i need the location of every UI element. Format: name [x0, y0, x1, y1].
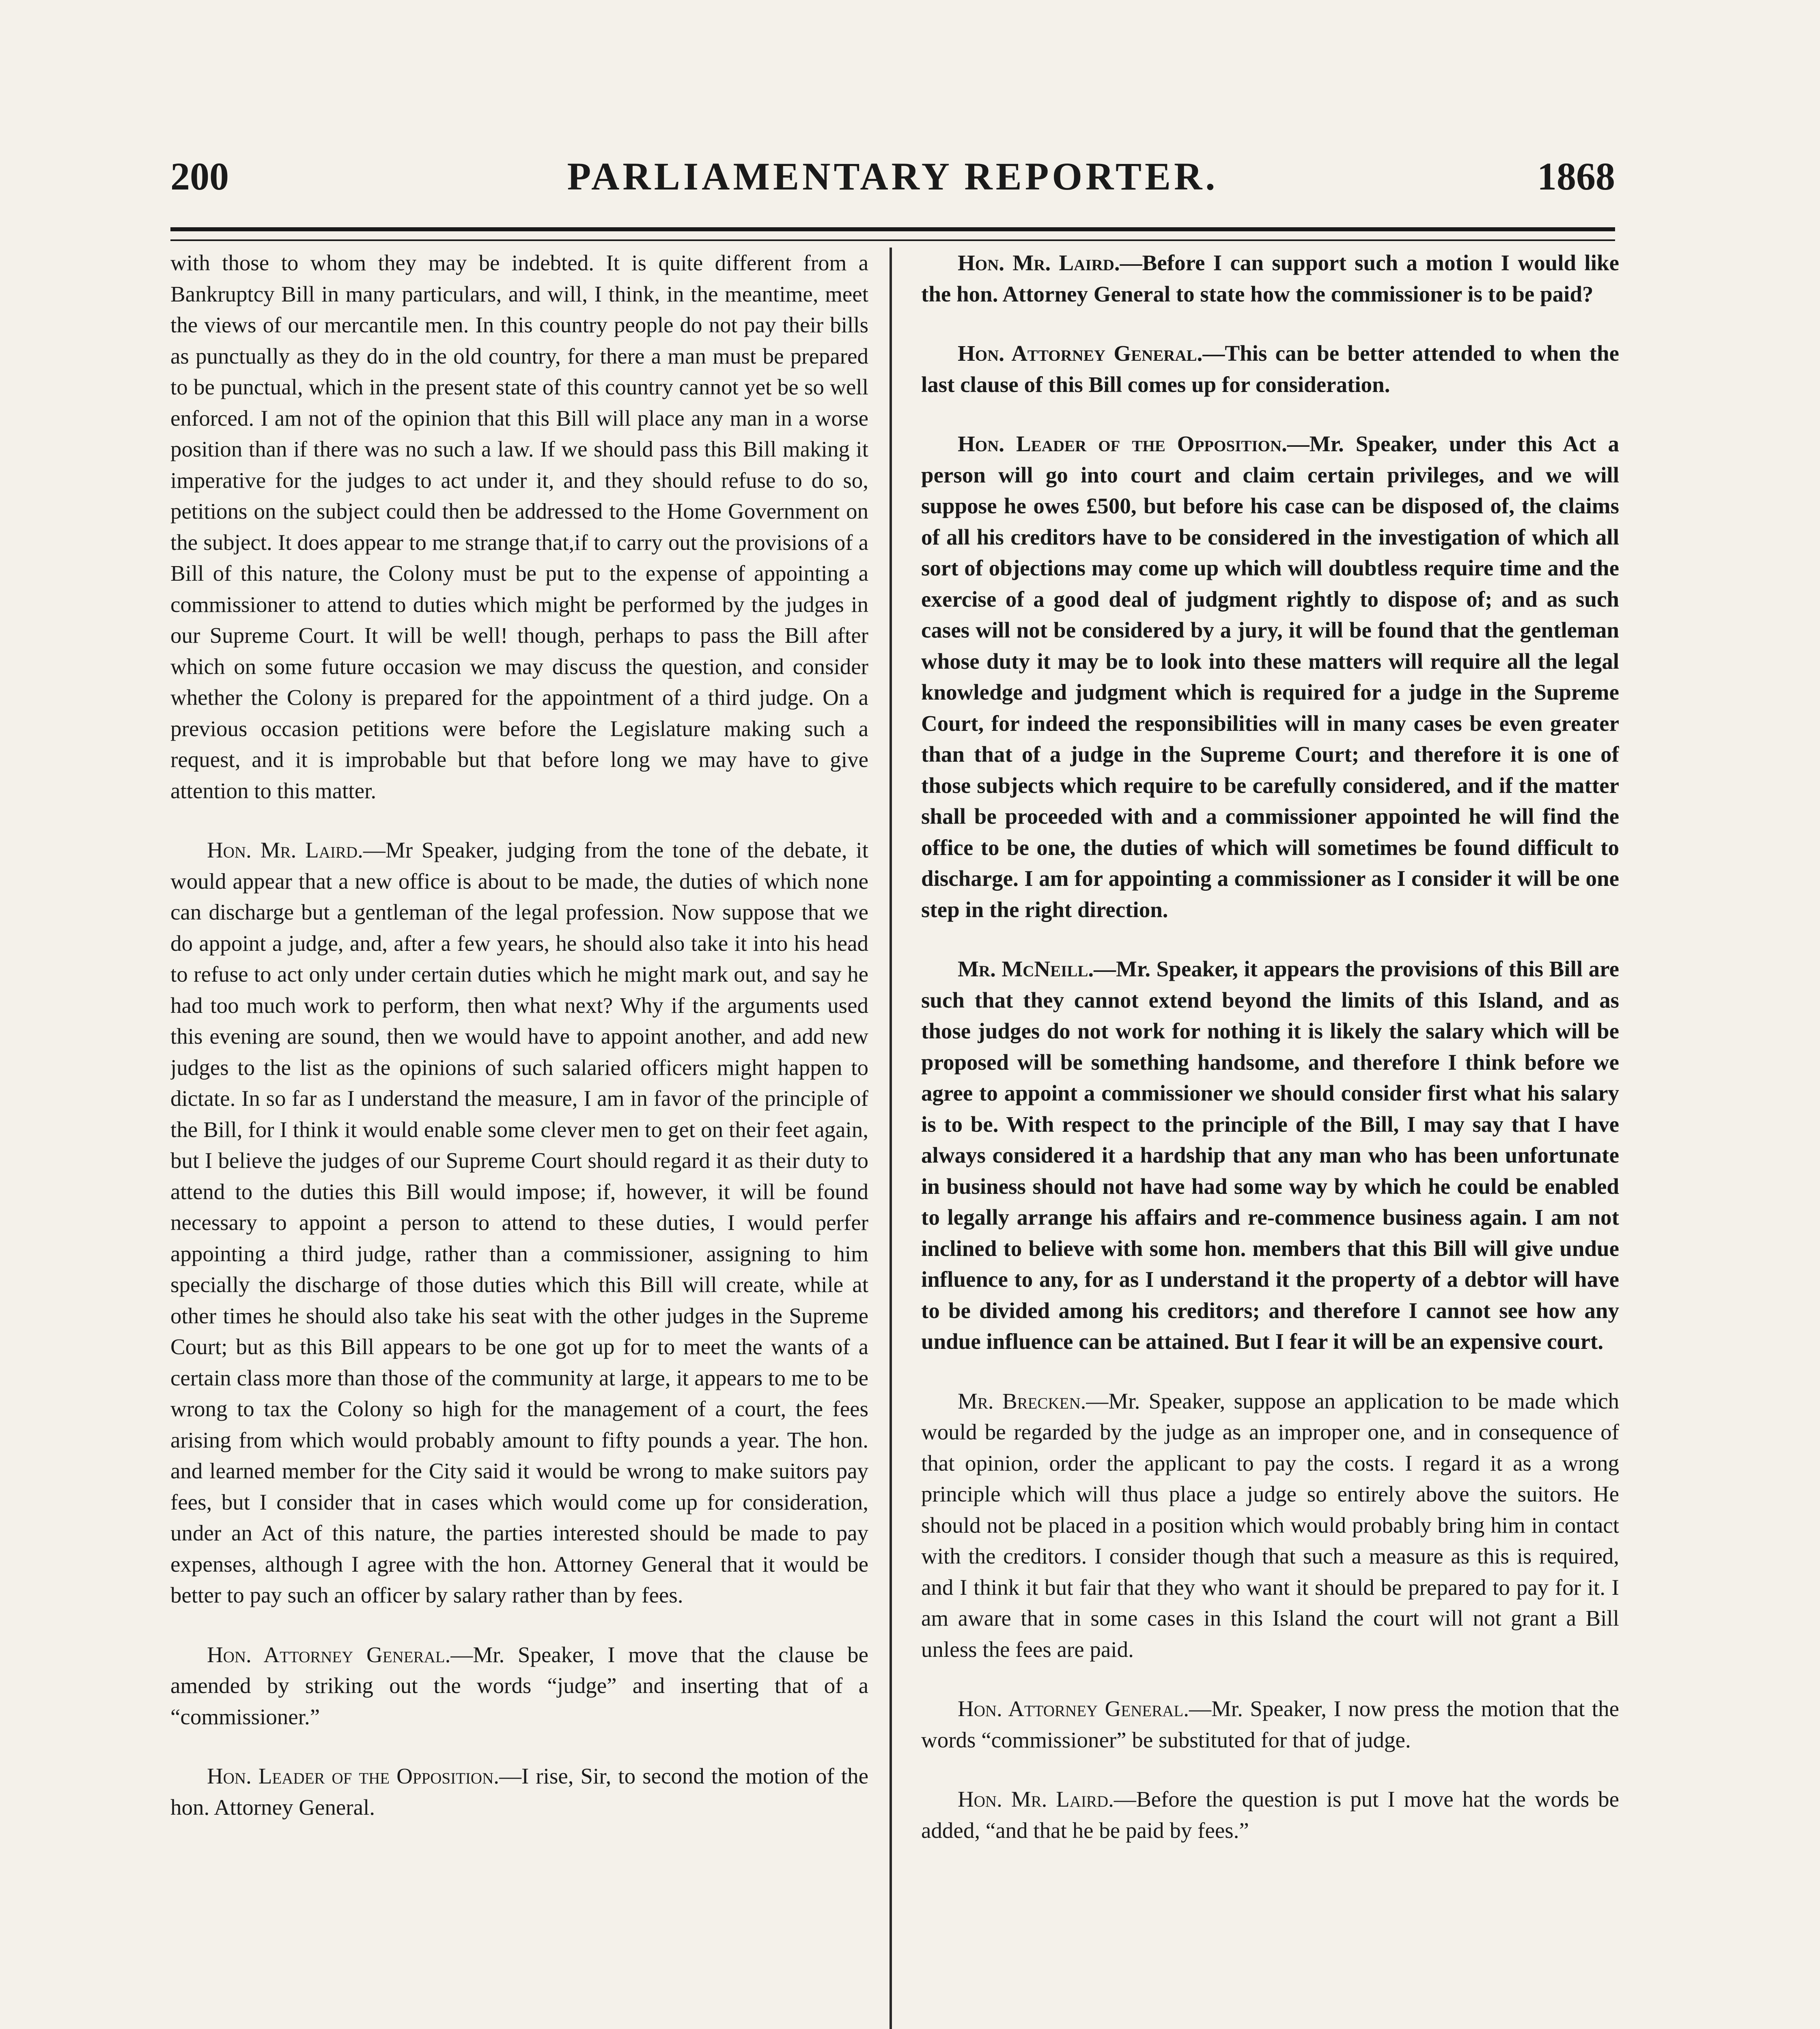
- speaker-name: Hon. Mr. Laird.: [207, 838, 363, 862]
- speaker-name: Hon. Attorney General.: [207, 1642, 451, 1667]
- page-year: 1868: [1537, 155, 1615, 198]
- right-column: [921, 248, 1619, 2029]
- paragraph: [921, 954, 1619, 1357]
- paragraph: [921, 1386, 1619, 1665]
- paragraph: [170, 1761, 868, 1823]
- header-rule-thick: [170, 227, 1615, 231]
- speaker-name: Hon. Leader of the Opposition.: [207, 1764, 499, 1788]
- paragraph-text: with those to whom they may be indebted. It is quite different from a Bankruptcy Bill in many particulars, and will, I think, in the meantime, meet the views of our mercantile men. In this country people do not pay their bills as punctually as they do in the old country, for there a man must be prepared to be punctual, which in the present state of this country cannot yet be so well enforced. I am not of the opinion that this Bill will place any man in a worse position than if there was no such a law. If we should pass this Bill making it imperative for the judges to act under it, and they should refuse to do so, petitions on the subject could then be addressed to the Home Government on the subject. It does appear to me strange that,if to carry out the provisions of a Bill of this nature, the Colony must be put to the expense of appointing a commissioner to attend to duties which might be performed by the judges in our Supreme Court. It will be well! though, perhaps to pass the Bill after which on some future occasion we may discuss the question, and consider whether the Colony is prepared for the appointment of a third judge. On a previous occasion petitions were before the Legislature making such a request, and it is improbable but that before long we may have to give attention to this matter.: [170, 250, 868, 803]
- paragraph-text: —Mr. Speaker, suppose an application to be made which would be regarded by the judge as an improper one, and in consequence of that opinion, order the applicant to pay the costs. I regard it as a wrong principle which will thus place a judge so entirely above the suitors. He should not be placed in a position which would probably bring him in contact with the creditors. I consider though that such a measure as this is required, and I think it but fair that they who want it should be prepared to pay for it. I am aware that in some cases in this Island the court will not grant a Bill unless the fees are paid.: [921, 1388, 1619, 1662]
- page-header: [170, 138, 1615, 215]
- header-rule-thin: [170, 239, 1615, 241]
- paragraph: [921, 1693, 1619, 1755]
- paragraph-text: —Before the question is put I move hat the words be added, “and that he be paid by fees.”: [921, 1787, 1619, 1843]
- speaker-name: Hon. Attorney General.: [958, 1696, 1189, 1721]
- paragraph: [170, 835, 868, 1611]
- speaker-name: Hon. Mr. Laird.: [958, 250, 1120, 275]
- paragraph-text: —Mr. Speaker, it appears the provisions of this Bill are such that they cannot extend beyond the limits of this Island, and as those judges do not work for nothing it is likely the salary which will be proposed will be something handsome, and therefore I think before we agree to appoint a commissioner we should consider first what his salary is to be. With respect to the principle of the Bill, I may say that I have always considered it a hardship that any man who has been unfortunate in business should not have had some way by which he could be enabled to legally arrange his affairs and re-commence business again. I am not inclined to believe with some hon. members that this Bill will give undue influence to any, for as I understand it the property of a debtor will have to be divided among his creditors; and therefore I cannot see how any undue influence can be attained. But I fear it will be an expensive court.: [921, 956, 1619, 1354]
- paragraph-text: —Mr Speaker, judging from the tone of the debate, it would appear that a new office is about to be made, the duties of which none can discharge but a gentleman of the legal profession. Now suppose that we do appoint a judge, and, after a few years, he should also take it into his head to refuse to act only under certain duties which he might mark out, and say he had too much work to perform, then what next? Why if the arguments used this evening are sound, then we would have to appoint another, and add new judges to the list as the opinions of such salaried officers might happen to dictate. In so far as I understand the measure, I am in favor of the principle of the Bill, for I think it would enable some clever men to get on their feet again, but I believe the judges of our Supreme Court should regard it as their duty to attend to the duties this Bill would impose; if, however, it will be found necessary to appoint a person to attend to these duties, I would perfer appointing a third judge, rather than a commissioner, assigning to him specially the discharge of those duties which this Bill will create, while at other times he should also take his seat with the other judges in the Supreme Court; but as this Bill appears to be one got up for to meet the wants of a certain class more than those of the community at large, it appears to me to be wrong to tax the Colony so high for the management of a court, the fees arising from which would probably amount to fifty pounds a year. The hon. and learned member for the City said it would be wrong to make suitors pay fees, but I consider that in cases which would come up for consideration, under an Act of this nature, the parties interested should be made to pay expenses, although I agree with the hon. Attorney General that it would be better to pay such an officer by salary rather than by fees.: [170, 838, 868, 1607]
- column-divider: [890, 248, 892, 2029]
- left-column: [170, 248, 868, 2029]
- paragraph: [170, 1639, 868, 1733]
- paragraph-text: —Mr. Speaker, I now press the motion that the words “commissioner” be substituted for that of judge.: [921, 1696, 1619, 1752]
- paragraph-text: —This can be better attended to when the last clause of this Bill comes up for consideration.: [921, 341, 1619, 397]
- paragraph-text: —I rise, Sir, to second the motion of the hon. Attorney General.: [170, 1764, 868, 1820]
- speaker-name: Mr. Brecken.: [958, 1388, 1086, 1413]
- paragraph: [921, 248, 1619, 310]
- page-number: 200: [170, 155, 229, 198]
- paragraph-text: —Before I can support such a motion I would like the hon. Attorney General to state how the commissioner is to be paid?: [921, 250, 1619, 306]
- speaker-name: Hon. Attorney General.: [958, 341, 1203, 366]
- paragraph: [921, 1784, 1619, 1846]
- paragraph: [921, 338, 1619, 400]
- paragraph-text: —Mr. Speaker, under this Act a person will go into court and claim certain privileges, and we will suppose he owes £500, but before his case can be disposed of, the claims of all his creditors have to be considered in the investigation of which all sort of objections may come up which will doubtless require time and the exercise of a good deal of judgment rightly to dispose of; and as such cases will not be considered by a jury, it will be found that the gentleman whose duty it may be to look into these matters will require all the legal knowledge and judgment which is required for a judge in the Supreme Court, for indeed the responsibilities will in many cases be even greater than that of a judge in the Supreme Court; and therefore it is one of those subjects which require to be carefully considered, and if the matter shall be proceeded with and a commissioner appointed he will find the office to be one, the duties of which will sometimes be found difficult to discharge. I am for appointing a commissioner as I consider it will be one step in the right direction.: [921, 431, 1619, 922]
- paragraph: [921, 429, 1619, 925]
- paragraph: [170, 248, 868, 806]
- paragraph-text: —Mr. Speaker, I move that the clause be amended by striking out the words “judge” and inserting that of a “commissioner.”: [170, 1642, 868, 1729]
- page-title: PARLIAMENTARY REPORTER.: [567, 155, 1219, 198]
- speaker-name: Hon. Leader of the Opposition.: [958, 431, 1287, 456]
- speaker-name: Mr. McNeill.: [958, 956, 1094, 981]
- speaker-name: Hon. Mr. Laird.: [958, 1787, 1114, 1811]
